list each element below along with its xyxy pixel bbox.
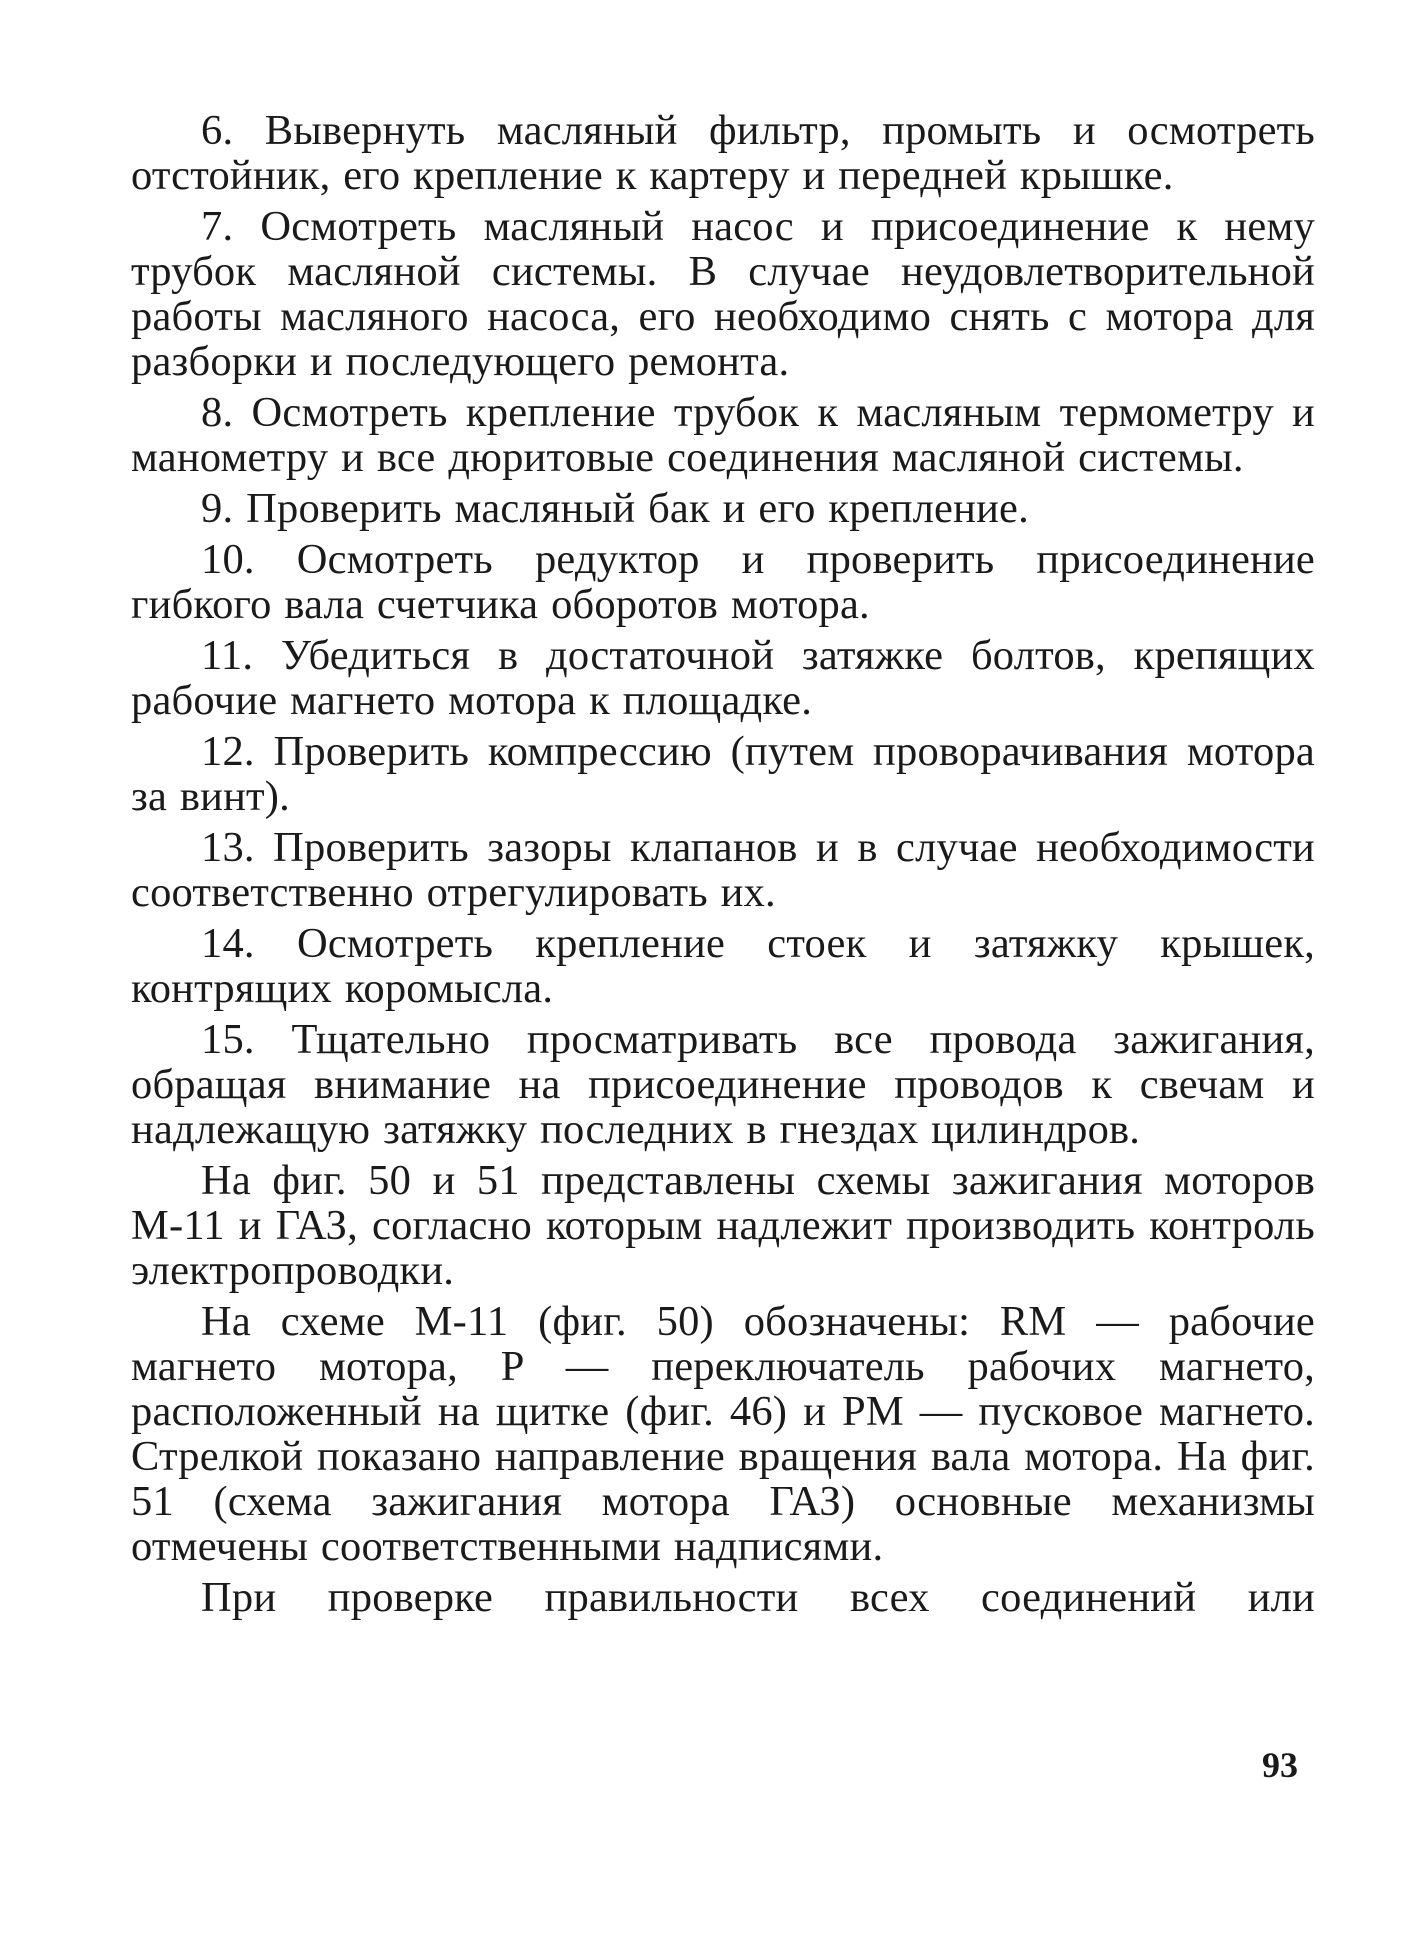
paragraph-item-12: 12. Проверить компрессию (путем проворачивания мотора за винт).	[131, 728, 1315, 820]
paragraph-item-15: 15. Тщательно просматривать все провода зажигания, обращая внимание на присоединение проводов к свечам и надлежащую затяжку последних в гнездах цилиндров.	[131, 1016, 1315, 1153]
page-body	[131, 108, 1315, 1626]
paragraph-figures-intro: На фиг. 50 и 51 представлены схемы зажигания моторов М-11 и ГАЗ, согласно которым надлежит производить контроль электропроводки.	[131, 1157, 1315, 1294]
paragraph-item-8: 8. Осмотреть крепление трубок к масляным термометру и манометру и все дюритовые соединения масляной системы.	[131, 389, 1315, 481]
paragraph-item-11: 11. Убедиться в достаточной затяжке болтов, крепящих рабочие магнето мотора к площадке.	[131, 632, 1315, 724]
paragraph-continuation: При проверке правильности всех соединений или	[201, 1574, 1315, 1621]
paragraph-item-10: 10. Осмотреть редуктор и проверить присоединение гибкого вала счетчика оборотов мотора.	[131, 536, 1315, 628]
paragraph-scheme-description: На схеме М-11 (фиг. 50) обозначены: RM — рабочие магнето мотора, P — переключатель рабочих магнето, расположенный на щитке (фиг. 46) и PM — пусковое магнето. Стрелкой показано направление вращения вала мотора. На фиг. 51 (схема зажигания мотора ГАЗ) основные механизмы отмечены соответственными надписями.	[131, 1298, 1315, 1570]
paragraph-item-14: 14. Осмотреть крепление стоек и затяжку крышек, контрящих коромысла.	[131, 920, 1315, 1012]
paragraph-item-7: 7. Осмотреть масляный насос и присоединение к нему трубок масляной системы. В случае неудовлетворительной работы масляного насоса, его необходимо снять с мотора для разборки и последующего ремонта.	[131, 203, 1315, 385]
paragraph-item-13: 13. Проверить зазоры клапанов и в случае необходимости соответственно отрегулировать их.	[131, 824, 1315, 916]
page-number: 93	[1262, 1745, 1298, 1785]
paragraph-item-9: 9. Проверить масляный бак и его крепление.	[201, 485, 1029, 532]
paragraph-item-6: 6. Вывернуть масляный фильтр, промыть и осмотреть отстойник, его крепление к картеру и передней крышке.	[131, 107, 1315, 199]
